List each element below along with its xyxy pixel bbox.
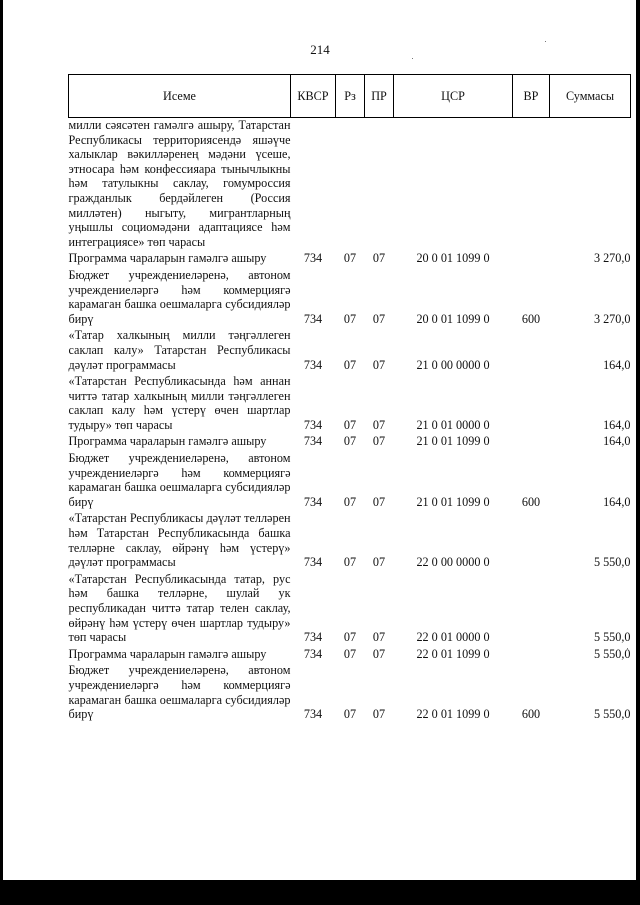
table-row bbox=[69, 118, 631, 250]
header-kvsr: КВСР bbox=[291, 75, 336, 118]
budget-table bbox=[68, 74, 631, 724]
cell-vr: 600 bbox=[521, 311, 541, 326]
cell-kvsr: 734 bbox=[303, 630, 323, 645]
cell-rz bbox=[336, 118, 365, 250]
cell-vr: 600 bbox=[521, 494, 541, 509]
table-row bbox=[69, 328, 631, 372]
cell-amount: 164,0 bbox=[603, 494, 631, 509]
cell-csr: 20 0 01 1099 0 bbox=[416, 311, 490, 326]
header-name: Исеме bbox=[69, 75, 291, 118]
cell-kvsr: 734 bbox=[303, 311, 323, 326]
cell-amount: 5 550,0 bbox=[593, 555, 631, 570]
cell-vr bbox=[513, 511, 550, 569]
table-body bbox=[69, 118, 631, 724]
cell-rz: 07 bbox=[343, 434, 357, 449]
header-pr: ПР bbox=[365, 75, 394, 118]
row-spacer-cell bbox=[69, 722, 631, 724]
cell-pr: 07 bbox=[372, 434, 386, 449]
cell-name: Бюджет учреждениеләренә, автоном учреждениеләргә һәм коммерциягә карамаган башка оешмаларга субсидияләр бирү bbox=[68, 663, 291, 722]
cell-pr: 07 bbox=[372, 357, 386, 372]
cell-pr: 07 bbox=[372, 630, 386, 645]
scan-speck bbox=[412, 58, 413, 59]
table-row bbox=[69, 647, 631, 662]
table-row bbox=[69, 268, 631, 326]
table-row bbox=[69, 251, 631, 266]
cell-amount: 5 550,0 bbox=[593, 707, 631, 722]
cell-name: Бюджет учреждениеләренә, автоном учреждениеләргә һәм коммерциягә карамаган башка оешмаларга субсидияләр бирү bbox=[68, 451, 291, 509]
cell-name: Бюджет учреждениеләренә, автоном учреждениеләргә һәм коммерциягә карамаган башка оешмаларга субсидияләр бирү bbox=[68, 267, 291, 326]
cell-csr: 21 0 00 0000 0 bbox=[416, 357, 490, 372]
cell-rz: 07 bbox=[343, 357, 357, 372]
cell-csr: 20 0 01 1099 0 bbox=[416, 251, 490, 266]
page-number: 214 bbox=[310, 42, 330, 57]
cell-kvsr: 734 bbox=[303, 707, 323, 722]
header-csr: ЦСР bbox=[394, 75, 513, 118]
cell-amount bbox=[550, 118, 631, 250]
cell-csr: 22 0 00 0000 0 bbox=[416, 555, 490, 570]
cell-vr: 600 bbox=[521, 707, 541, 722]
cell-kvsr: 734 bbox=[303, 434, 323, 449]
cell-amount: 5 550,0 bbox=[593, 646, 631, 661]
table-row bbox=[69, 374, 631, 432]
cell-vr bbox=[513, 328, 550, 372]
cell-vr bbox=[513, 118, 550, 250]
table-header-row bbox=[69, 75, 631, 118]
cell-kvsr: 734 bbox=[303, 417, 323, 432]
cell-amount: 5 550,0 bbox=[593, 630, 631, 645]
header-vr: ВР bbox=[513, 75, 550, 118]
cell-vr bbox=[513, 572, 550, 645]
table-row bbox=[69, 663, 631, 721]
cell-csr: 22 0 01 1099 0 bbox=[416, 707, 490, 722]
cell-csr: 21 0 01 1099 0 bbox=[416, 494, 490, 509]
cell-pr: 07 bbox=[372, 555, 386, 570]
cell-name: «Татарстан Республикасы дәүләт телләрен һәм Татарстан Республикасында башка телләрне саклау, өйрәнү һәм үстерү» дәүләт программасы bbox=[68, 511, 291, 570]
cell-amount: 164,0 bbox=[603, 357, 631, 372]
cell-name: «Татар халкының милли тәңгәллеген саклап калу» Татарстан Республикасы дәүләт программасы bbox=[68, 328, 291, 372]
cell-rz: 07 bbox=[343, 555, 357, 570]
row-spacer bbox=[69, 722, 631, 724]
scan-border-right bbox=[636, 0, 640, 905]
cell-csr: 22 0 01 0000 0 bbox=[416, 630, 490, 645]
cell-amount: 164,0 bbox=[603, 417, 631, 432]
cell-name: Программа чараларын гамәлгә ашыру bbox=[68, 646, 267, 661]
cell-name: милли сәясәтен гамәлгә ашыру, Татарстан Республикасы территориясендә яшәүче халыклар вәкилләренең мәдәни үсеше, этносара һәм конфессияара тынычлыкны һәм татулыкны саклау, гомумроссия гражданлык бердәйлеген (Россия милләтен) ныгыту, мигрантларның уңышлы социомәдәни адаптациясе һәм интеграциясе» төп чарасы bbox=[68, 118, 291, 249]
cell-rz: 07 bbox=[343, 417, 357, 432]
cell-vr bbox=[513, 647, 550, 662]
table-row bbox=[69, 572, 631, 645]
cell-pr bbox=[365, 118, 394, 250]
cell-vr bbox=[513, 434, 550, 449]
table-row bbox=[69, 511, 631, 569]
cell-name: Программа чараларын гамәлгә ашыру bbox=[68, 251, 267, 266]
cell-pr: 07 bbox=[372, 417, 386, 432]
cell-amount: 3 270,0 bbox=[593, 251, 631, 266]
cell-rz: 07 bbox=[343, 646, 357, 661]
cell-rz: 07 bbox=[343, 494, 357, 509]
cell-rz: 07 bbox=[343, 707, 357, 722]
cell-csr: 22 0 01 1099 0 bbox=[416, 646, 490, 661]
cell-name: «Татарстан Республикасында татар, рус һәм башка телләрне, шулай ук республикадан читтә татар телен саклау, өйрәнү һәм үстерү өчен шартлар тудыру» төп чарасы bbox=[68, 571, 291, 645]
cell-csr: 21 0 01 1099 0 bbox=[416, 434, 490, 449]
header-amount: Суммасы bbox=[550, 75, 631, 118]
cell-vr bbox=[513, 374, 550, 432]
table-row bbox=[69, 434, 631, 449]
cell-kvsr: 734 bbox=[303, 357, 323, 372]
cell-amount: 3 270,0 bbox=[593, 311, 631, 326]
cell-pr: 07 bbox=[372, 707, 386, 722]
cell-pr: 07 bbox=[372, 251, 386, 266]
table-row bbox=[69, 451, 631, 509]
cell-rz: 07 bbox=[343, 251, 357, 266]
cell-vr bbox=[513, 251, 550, 266]
scan-border-bottom bbox=[0, 880, 640, 905]
cell-kvsr bbox=[291, 118, 336, 250]
cell-csr bbox=[394, 118, 513, 250]
cell-kvsr: 734 bbox=[303, 494, 323, 509]
cell-pr: 07 bbox=[372, 646, 386, 661]
cell-rz: 07 bbox=[343, 630, 357, 645]
cell-kvsr: 734 bbox=[303, 555, 323, 570]
cell-amount: 164,0 bbox=[603, 434, 631, 449]
cell-csr: 21 0 01 0000 0 bbox=[416, 417, 490, 432]
cell-rz: 07 bbox=[343, 311, 357, 326]
cell-name: «Татарстан Республикасында һәм аннан читтә татар халкының милли тәңгәллеген саклап калу һәм үстерү өчен шартлар тудыру» төп чарасы bbox=[68, 374, 291, 432]
header-rz: Рз bbox=[336, 75, 365, 118]
cell-kvsr: 734 bbox=[303, 251, 323, 266]
scan-border-left bbox=[0, 0, 3, 880]
cell-pr: 07 bbox=[372, 494, 386, 509]
cell-pr: 07 bbox=[372, 311, 386, 326]
cell-name: Программа чараларын гамәлгә ашыру bbox=[68, 434, 267, 449]
cell-kvsr: 734 bbox=[303, 646, 323, 661]
